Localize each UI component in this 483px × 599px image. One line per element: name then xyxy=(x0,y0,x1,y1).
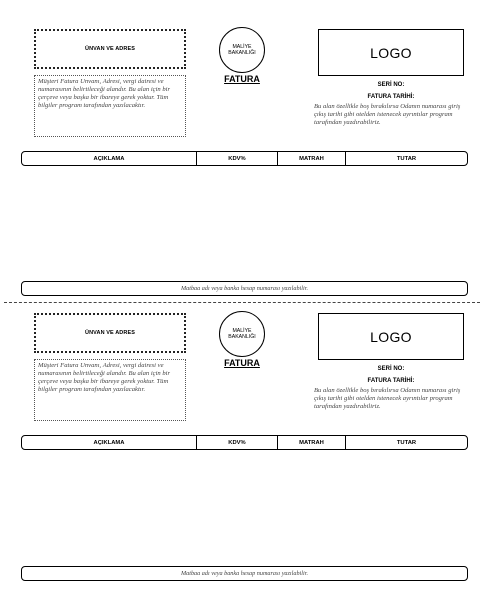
stamp-line-2: BAKANLIĞI xyxy=(228,334,256,340)
items-header xyxy=(21,435,468,450)
date-note: Bu alan özellikle boş bırakılırsa Odanın numarası giriş çıkış tarihi gibi otelden istenecek ayrıntılar program tarafından yazdırabiliriz. xyxy=(314,387,461,410)
cut-line xyxy=(4,302,480,303)
address-title: ÜNVAN VE ADRES xyxy=(85,46,135,52)
column-base: MATRAH xyxy=(277,152,345,165)
serial-label: SERİ NO: xyxy=(377,82,405,88)
items-header xyxy=(21,151,468,166)
ministry-stamp xyxy=(219,311,265,357)
column-description: AÇIKLAMA xyxy=(93,439,125,446)
logo-box: LOGO xyxy=(318,29,464,76)
column-base: MATRAH xyxy=(277,436,345,449)
address-title: ÜNVAN VE ADRES xyxy=(85,330,135,336)
logo-box: LOGO xyxy=(318,313,464,360)
date-label: FATURA TARİHİ: xyxy=(367,94,415,100)
stamp-line-2: BAKANLIĞI xyxy=(228,50,256,56)
address-box xyxy=(34,29,186,69)
serial-label: SERİ NO: xyxy=(377,366,405,372)
column-description: AÇIKLAMA xyxy=(93,155,125,162)
ministry-stamp xyxy=(219,27,265,73)
address-note: Müşteri Fatura Unvanı, Adresi, vergi dairesi ve numarasının belirtileceği alandır. Bu alan için bir çerçeve veya başka bir ibareye gerek yoktur. Tüm bilgiler program tarafından yazılacaktır. xyxy=(34,75,186,137)
address-box xyxy=(34,313,186,353)
date-label: FATURA TARİHİ: xyxy=(367,378,415,384)
footer-note: Matbaa adı veya banka hesap numarası yazılabilir. xyxy=(21,566,468,581)
date-note: Bu alan özellikle boş bırakılırsa Odanın numarası giriş çıkış tarihi gibi otelden istenecek ayrıntılar program tarafından yazdırabiliriz. xyxy=(314,103,461,126)
column-vat: KDV% xyxy=(196,152,277,165)
column-total: TUTAR xyxy=(345,436,467,449)
stamp-line-1: MALİYE xyxy=(232,327,252,334)
invoice-bottom xyxy=(0,306,483,599)
stamp-line-1: MALİYE xyxy=(232,43,252,50)
column-vat: KDV% xyxy=(196,436,277,449)
document-title: FATURA xyxy=(224,358,260,368)
address-note: Müşteri Fatura Unvanı, Adresi, vergi dairesi ve numarasının belirtileceği alandır. Bu alan için bir çerçeve veya başka bir ibareye gerek yoktur. Tüm bilgiler program tarafından yazılacaktır. xyxy=(34,359,186,421)
document-title: FATURA xyxy=(224,74,260,84)
footer-note: Matbaa adı veya banka hesap numarası yazılabilir. xyxy=(21,281,468,296)
column-total: TUTAR xyxy=(345,152,467,165)
